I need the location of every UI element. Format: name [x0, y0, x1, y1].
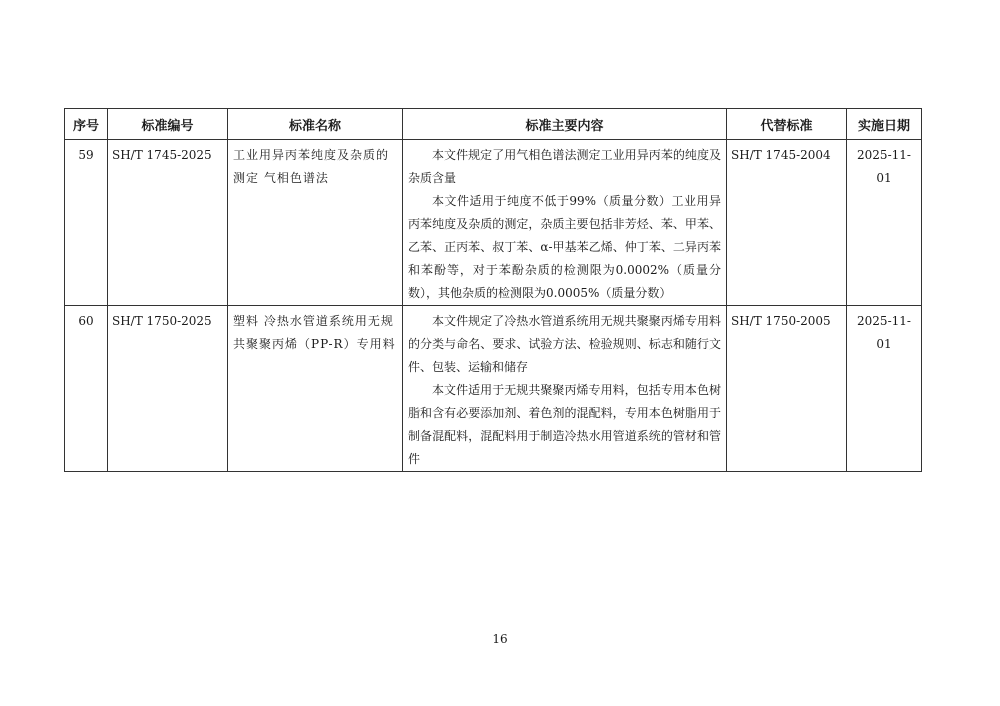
cell-name: 工业用异丙苯纯度及杂质的测定 气相色谱法 — [228, 140, 403, 306]
standards-table — [64, 108, 922, 472]
cell-name: 塑料 冷热水管道系统用无规共聚聚丙烯（PP-R）专用料 — [228, 306, 403, 472]
header-replace: 代替标准 — [727, 109, 847, 140]
cell-code: SH/T 1745-2025 — [108, 140, 228, 306]
cell-seq: 60 — [65, 306, 108, 472]
header-seq: 序号 — [65, 109, 108, 140]
table-header-row — [65, 109, 922, 140]
content-paragraph: 本文件规定了冷热水管道系统用无规共聚聚丙烯专用料的分类与命名、要求、试验方法、检验规则、标志和随行文件、包装、运输和储存 — [408, 314, 721, 374]
content-paragraph: 本文件适用于纯度不低于99%（质量分数）工业用异丙苯纯度及杂质的测定，杂质主要包括非芳烃、苯、甲苯、乙苯、正丙苯、叔丁苯、α-甲基苯乙烯、仲丁苯、二异丙苯和苯酚等，对于苯酚杂质的检测限为0.0002%（质量分数），其他杂质的检测限为0.0005%（质量分数） — [408, 194, 721, 300]
header-code: 标准编号 — [108, 109, 228, 140]
cell-content — [403, 140, 727, 306]
cell-replace: SH/T 1745-2004 — [727, 140, 847, 306]
table-row — [65, 306, 922, 472]
cell-date: 2025-11-01 — [847, 140, 922, 306]
cell-replace: SH/T 1750-2005 — [727, 306, 847, 472]
content-paragraph: 本文件适用于无规共聚聚丙烯专用料，包括专用本色树脂和含有必要添加剂、着色剂的混配料，专用本色树脂用于制备混配料，混配料用于制造冷热水用管道系统的管材和管件 — [408, 383, 721, 466]
content-paragraph: 本文件规定了用气相色谱法测定工业用异丙苯的纯度及杂质含量 — [408, 148, 721, 185]
cell-date: 2025-11-01 — [847, 306, 922, 472]
cell-code: SH/T 1750-2025 — [108, 306, 228, 472]
table-row — [65, 140, 922, 306]
header-name: 标准名称 — [228, 109, 403, 140]
page-number: 16 — [492, 632, 508, 646]
cell-seq: 59 — [65, 140, 108, 306]
header-date: 实施日期 — [847, 109, 922, 140]
cell-content — [403, 306, 727, 472]
header-content: 标准主要内容 — [403, 109, 727, 140]
